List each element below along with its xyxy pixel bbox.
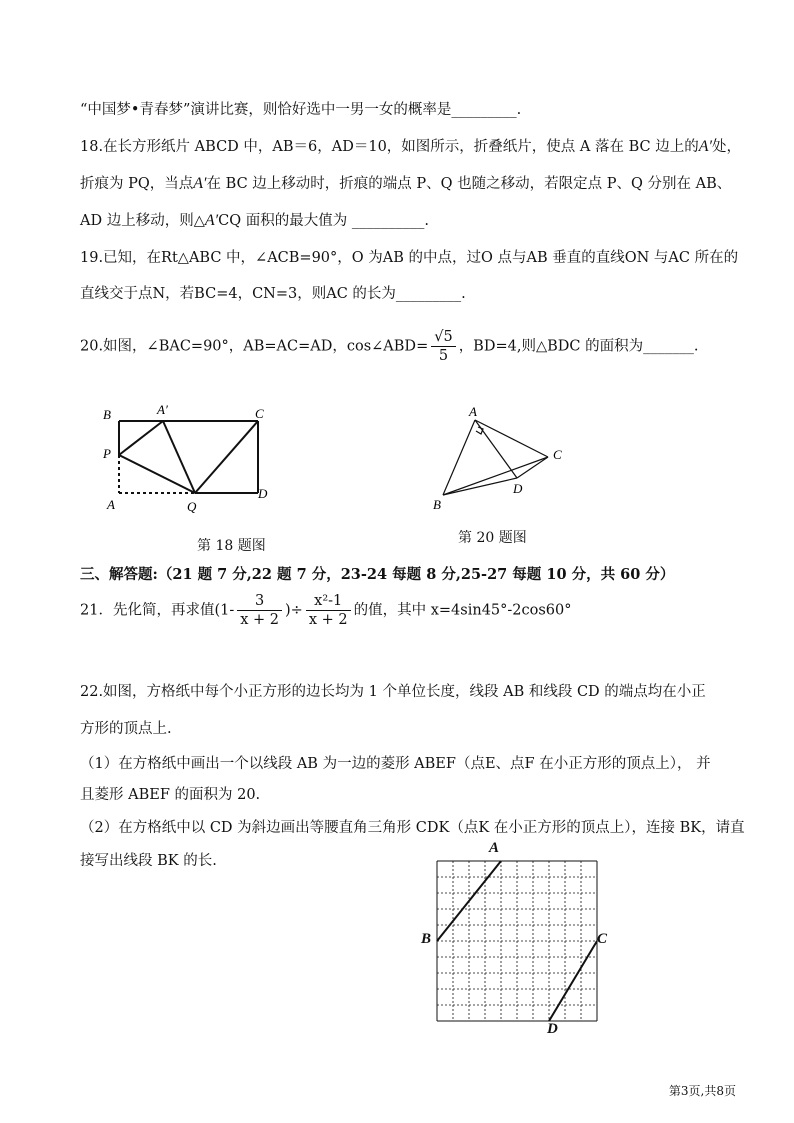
q19-line1: 19.已知，在Rt△ABC 中，∠ACB=90°，O 为AB 的中点，过O 点与AB 垂直的直线ON 与AC 所在的 xyxy=(80,250,739,266)
fig18-label-b: B xyxy=(103,407,111,422)
fig18-edge-cq xyxy=(195,421,258,493)
q22-line1: 22.如图，方格纸中每个小正方形的边长均为 1 个单位长度，线段 AB 和线段 CD 的端点均在小正 xyxy=(80,684,706,700)
q22-line4: 且菱形 ABEF 的面积为 20. xyxy=(80,787,261,803)
fig20-label-b: B xyxy=(433,497,441,512)
fig18-caption: 第 18 题图 xyxy=(197,538,266,554)
q21-fraction-1: $\frac{3}{x + 2}$ xyxy=(237,592,282,629)
fig20-label-c: C xyxy=(553,447,562,462)
q21-fraction-2: $\frac{\text{x²-1}}{x + 2}$ xyxy=(306,592,351,629)
fig18-label-d: D xyxy=(258,486,268,501)
fig20-label-a: A xyxy=(469,404,477,419)
fig18-label-q: Q xyxy=(187,499,197,514)
segment-cd xyxy=(549,941,597,1021)
fig20-edge-bc xyxy=(443,457,548,495)
fig20-edge-ab xyxy=(443,420,475,495)
grid-figure xyxy=(436,860,598,1022)
figure-18 xyxy=(95,400,285,520)
q19-line2: 直线交于点N，若BC=4，CN=3，则AC 的长为_________. xyxy=(80,286,466,302)
q20-fraction: $\frac{√5}{5}$ xyxy=(431,328,455,365)
fig18-edge-a1q xyxy=(163,421,195,493)
q20-line: 20.如图，∠BAC=90°，AB=AC=AD，cos∠ABD= $\frac{√5}{5}$ ，BD=4,则△BDC 的面积为_______. xyxy=(80,329,699,364)
q17-tail: “中国梦•青春梦”演讲比赛，则恰好选中一男一女的概率是_________. xyxy=(80,102,522,118)
q22-line6: 接写出线段 BK 的长. xyxy=(80,853,217,869)
fig18-label-a1: A′ xyxy=(157,402,168,417)
fig20-edge-cd xyxy=(517,457,548,478)
fig18-label-a: A xyxy=(107,497,115,512)
fig20-right-angle-mark xyxy=(476,427,483,434)
q22-line2: 方形的顶点上. xyxy=(80,721,172,737)
page-footer: 第3页,共8页 xyxy=(668,1084,736,1098)
q22-line5: （2）在方格纸中以 CD 为斜边画出等腰直角三角形 CDK（点K 在小正方形的顶点上），连接 BK，请直 xyxy=(80,820,745,836)
q22-line3: （1）在方格纸中画出一个以线段 AB 为一边的菱形 ABEF（点E、点F 在小正方形的顶点上）， 并 xyxy=(80,756,711,772)
q18-line1: 18.在长方形纸片 ABCD 中，AB＝6，AD＝10，如图所示，折叠纸片，使点 A 落在 BC 边上的A′处， xyxy=(80,138,741,155)
fig20-caption: 第 20 题图 xyxy=(458,530,527,546)
q18-line3: AD 边上移动，则△A′CQ 面积的最大值为 __________. xyxy=(80,212,429,229)
q18-line2: 折痕为 PQ，当点A′在 BC 边上移动时，折痕的端点 P、Q 也随之移动，若限定点 P、Q 分别在 AB、 xyxy=(80,175,732,192)
fig18-fold-pq xyxy=(119,455,195,493)
fig18-label-c: C xyxy=(255,406,264,421)
fig18-edge-pa1 xyxy=(119,421,163,455)
grid-label-c: C xyxy=(597,931,608,947)
fig18-label-p: P xyxy=(103,446,111,461)
q21-line: 21．先化简，再求值(1- $\frac{3}{x + 2}$ )÷ $\frac{\text{x²-1}}{x + 2}$ 的值，其中 x=4sin45°-2cos60° xyxy=(80,593,572,628)
grid-label-b: B xyxy=(421,931,432,947)
fig20-edge-bd xyxy=(443,478,517,495)
fig20-edge-ac xyxy=(475,420,548,457)
fig20-label-d: D xyxy=(513,481,523,496)
figure-20 xyxy=(425,400,575,515)
grid-label-d: D xyxy=(547,1021,558,1037)
section3-heading: 三、解答题:（21 题 7 分,22 题 7 分，23-24 每题 8 分,25-27 每题 10 分，共 60 分） xyxy=(80,566,675,583)
grid-label-a: A xyxy=(489,840,500,856)
